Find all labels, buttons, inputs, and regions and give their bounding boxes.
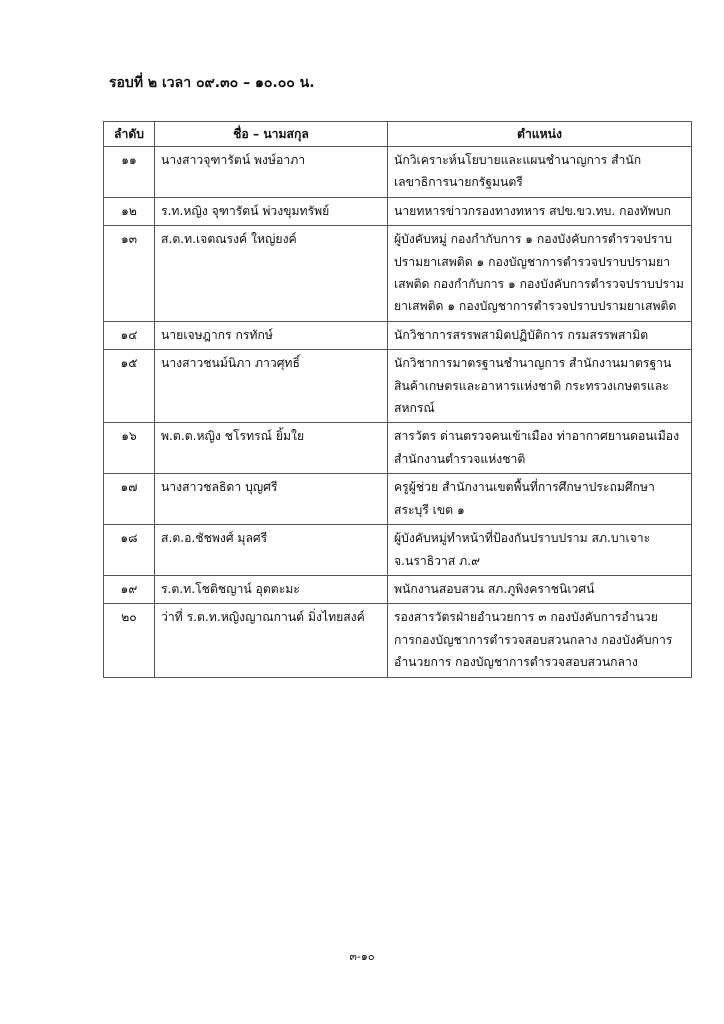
row-order: ๑๗ [104, 474, 155, 525]
row-order: ๑๑ [104, 147, 155, 198]
row-name: ร.ต.ท.โชติชญาน์ อุตตะมะ [155, 575, 388, 603]
row-order: ๒๐ [104, 604, 155, 677]
row-order: ๑๔ [104, 321, 155, 349]
round-heading: รอบที่ ๒ เวลา ๐๙.๓๐ – ๑๐.๐๐ น. [109, 75, 315, 91]
row-order: ๑๕ [104, 350, 155, 423]
header-position: ตำแหน่ง [388, 122, 692, 147]
row-name: นางสาวชนม์นิภา ภาวศุทธิ์ [155, 350, 388, 423]
table-row [104, 604, 692, 677]
row-order: ๑๓ [104, 226, 155, 322]
row-position: นายทหารข่าวกรองทางทหาร สปข.ขว.ทบ. กองทัพบก [388, 197, 692, 225]
page-number: ๓-๑๐ [349, 950, 375, 963]
table-row [104, 321, 692, 349]
row-name: ร.ท.หญิง จุฑารัตน์ พ่วงขุมทรัพย์ [155, 197, 388, 225]
row-name: ว่าที่ ร.ต.ท.หญิงญาณกานต์ มิ่งไทยสงค์ [155, 604, 388, 677]
header-name: ชื่อ – นามสกุล [155, 122, 388, 147]
row-name: นางสาวชลธิดา บุญศรี [155, 474, 388, 525]
row-position: นักวิชาการมาตรฐานชำนาญการ สำนักงานมาตรฐานสินค้าเกษตรและอาหารแห่งชาติ กระทรวงเกษตรและสหกรณ์ [388, 350, 692, 423]
header-order: ลำดับ [104, 122, 155, 147]
row-name: ส.ต.อ.ชัชพงศ์ มุลศรี [155, 525, 388, 576]
table-row [104, 197, 692, 225]
row-position: พนักงานสอบสวน สภ.ภูพิงคราชนิเวศน์ [388, 575, 692, 603]
table-row [104, 474, 692, 525]
row-order: ๑๒ [104, 197, 155, 225]
row-position: รองสารวัตรฝ่ายอำนวยการ ๓ กองบังคับการอำนวยการกองบัญชาการตำรวจสอบสวนกลาง กองบังคับการอำนวยการ กองบัญชาการตำรวจสอบสวนกลาง [388, 604, 692, 677]
table-row [104, 226, 692, 322]
row-position: ผู้บังคับหมู่ กองกำกับการ ๑ กองบังคับการตำรวจปราบปรามยาเสพติด ๑ กองบัญชาการตำรวจปราบปรามยาเสพติด กองกำกับการ ๑ กองบังคับการตำรวจปราบปรามยาเสพติด ๑ กองบัญชาการตำรวจปราบปรามยาเสพติด [388, 226, 692, 322]
row-name: นางสาวจุฑารัตน์ พงษ์อาภา [155, 147, 388, 198]
table-row [104, 350, 692, 423]
row-name: นายเจษฎากร กรทักษ์ [155, 321, 388, 349]
row-order: ๑๖ [104, 423, 155, 474]
table-row [104, 525, 692, 576]
table-row [104, 423, 692, 474]
table-header-row [104, 122, 692, 147]
table-row [104, 147, 692, 198]
row-position: สารวัตร ด่านตรวจคนเข้าเมือง ท่าอากาศยานดอนเมืองสำนักงานตำรวจแห่งชาติ [388, 423, 692, 474]
roster-table [103, 121, 692, 678]
row-name: ส.ต.ท.เจตณรงค์ ใหญ่ยงค์ [155, 226, 388, 322]
row-position: นักวิเคราะห์นโยบายและแผนชำนาญการ สำนักเลขาธิการนายกรัฐมนตรี [388, 147, 692, 198]
row-position: ครูผู้ช่วย สำนักงานเขตพื้นที่การศึกษาประถมศึกษาสระบุรี เขต ๑ [388, 474, 692, 525]
row-position: นักวิชาการสรรพสามิตปฏิบัติการ กรมสรรพสามิต [388, 321, 692, 349]
row-order: ๑๘ [104, 525, 155, 576]
row-name: พ.ต.ต.หญิง ชโรทรณ์ ยิ้มใย [155, 423, 388, 474]
row-position: ผู้บังคับหมู่ทำหน้าที่ป้องกันปราบปราม สภ.บาเจาะ จ.นราธิวาส ภ.๙ [388, 525, 692, 576]
table-row [104, 575, 692, 603]
row-order: ๑๙ [104, 575, 155, 603]
